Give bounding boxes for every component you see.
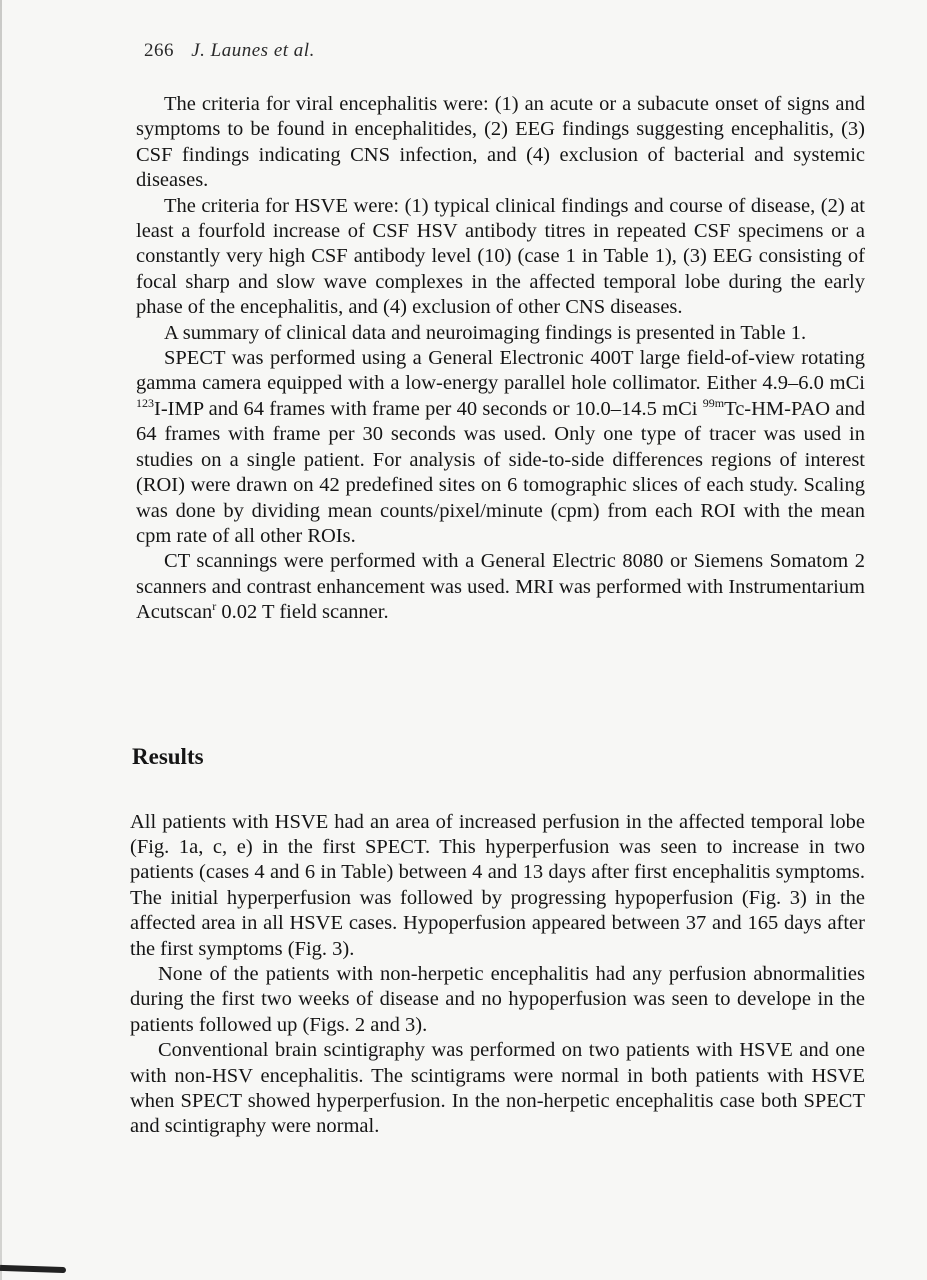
journal-page — [130, 40, 865, 1140]
paragraph-scintigraphy-results: Conventional brain scintigraphy was performed on two patients with HSVE and one with non-HSV encephalitis. The scintigrams were normal in both patients with HSVE when SPECT showed hyperperfusion. In the non-herpetic encephalitis case both SPECT and scintigraphy were normal. — [130, 1039, 865, 1138]
paragraph-hsve-criteria: The criteria for HSVE were: (1) typical clinical findings and course of disease, (2) at least a fourfold increase of CSF HSV antibody titres in repeated CSF specimens or a constantly very high CSF antibody level (10) (case 1 in Table 1), (3) EEG consisting of focal sharp and slow wave complexes in the affected temporal lobe during the early phase of the encephalitis, and (4) exclusion of other CNS diseases. — [136, 194, 865, 319]
paragraph-ct-mri-method — [136, 549, 865, 625]
page-number: 266 — [144, 40, 174, 61]
spect-text-1: SPECT was performed using a General Electronic 400T large field-of-view rotating gamma camera equipped with a low-energy parallel hole collimator. Either 4.9–6.0 mCi — [136, 347, 865, 395]
spect-text-2: I-IMP and 64 frames with frame per 40 seconds or 10.0–14.5 mCi — [154, 397, 703, 420]
ct-text-1: CT scannings were performed with a General Electric 8080 or Siemens Somatom 2 scanners and contrast enhancement was used. MRI was performed with Instrumentarium Acutscan — [136, 550, 865, 624]
isotope-superscript-technetium: 99m — [702, 396, 725, 411]
paragraph-viral-criteria: The criteria for viral encephalitis were: (1) an acute or a subacute onset of signs and symptoms to be found in encephalitides, (2) EEG findings suggesting encephalitis, (3) CSF findings indicating CNS infection, and (4) exclusion of bacterial and systemic diseases. — [136, 93, 865, 192]
paragraph-non-herpetic-results: None of the patients with non-herpetic encephalitis had any perfusion abnormalities during the first two weeks of disease and no hypoperfusion was seen to develope in the patients followed up (Figs. 2 and 3). — [130, 962, 865, 1036]
results-section — [130, 810, 865, 1140]
paragraph-spect-method — [136, 346, 865, 549]
results-heading: Results — [132, 743, 204, 769]
scan-corner-mark — [0, 1265, 66, 1273]
spect-text-3: Tc-HM-PAO and 64 frames with frame per 30 seconds was used. Only one type of tracer was used in studies on a single patient. For analysis of side-to-side differences regions of interest (ROI) were drawn on 42 predefined sites on 6 tomographic slices of each study. Scaling was done by dividing mean counts/pixel/minute (cpm) from each ROI with the mean cpm rate of all other ROIs. — [136, 397, 865, 547]
paragraph-summary: A summary of clinical data and neuroimaging findings is presented in Table 1. — [164, 321, 807, 344]
paragraph-hsve-results: All patients with HSVE had an area of increased perfusion in the affected temporal lobe (Fig. 1a, c, e) in the first SPECT. This hyperperfusion was seen to increase in two patients (cases 4 and 6 in Table) between 4 and 13 days after first encephalitis symptoms. The initial hyperperfusion was followed by progressing hypoperfusion (Fig. 3) in the affected area in all HSVE cases. Hypoperfusion appeared between 37 and 165 days after the first symptoms (Fig. 3). — [130, 810, 865, 960]
running-head-authors: J. Launes et al. — [191, 40, 315, 61]
methods-section — [130, 92, 865, 626]
trademark-superscript: r — [212, 599, 217, 614]
ct-text-2: 0.02 T field scanner. — [216, 601, 389, 624]
isotope-superscript-iodine: 123 — [136, 396, 154, 411]
running-head — [144, 40, 865, 62]
page-edge-shadow — [0, 0, 2, 1280]
